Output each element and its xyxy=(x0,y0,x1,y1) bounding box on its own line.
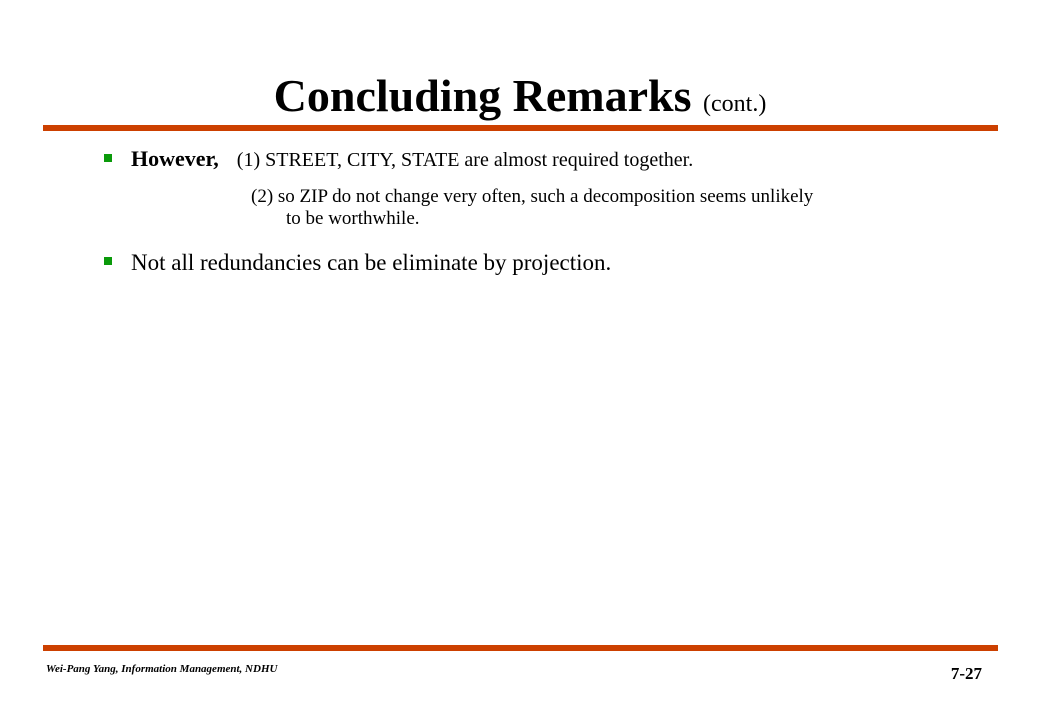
page-number: 7-27 xyxy=(950,664,982,683)
bullet-2-text: Not all redundancies can be eliminate by projection. xyxy=(131,250,612,275)
footer-author: Wei-Pang Yang, Information Management, NDHU xyxy=(46,663,278,675)
slide-subtitle: (cont.) xyxy=(703,91,767,117)
slide-title xyxy=(0,68,1040,132)
slide-title-text: Concluding Remarks xyxy=(273,70,692,121)
bullet-1-line-3: to be worthwhile. xyxy=(286,208,420,229)
bullet-square-icon xyxy=(104,257,112,265)
bullet-1-line-1: (1) STREET, CITY, STATE are almost required together. xyxy=(236,149,694,171)
bullet-1-lead: However, xyxy=(131,146,219,171)
footer-divider xyxy=(43,645,998,651)
title-divider xyxy=(43,125,998,131)
bullet-square-icon xyxy=(104,154,112,162)
bullet-1-first-line xyxy=(131,147,693,172)
bullet-1-line-2: (2) so ZIP do not change very often, such a decomposition seems unlikely xyxy=(251,186,814,207)
